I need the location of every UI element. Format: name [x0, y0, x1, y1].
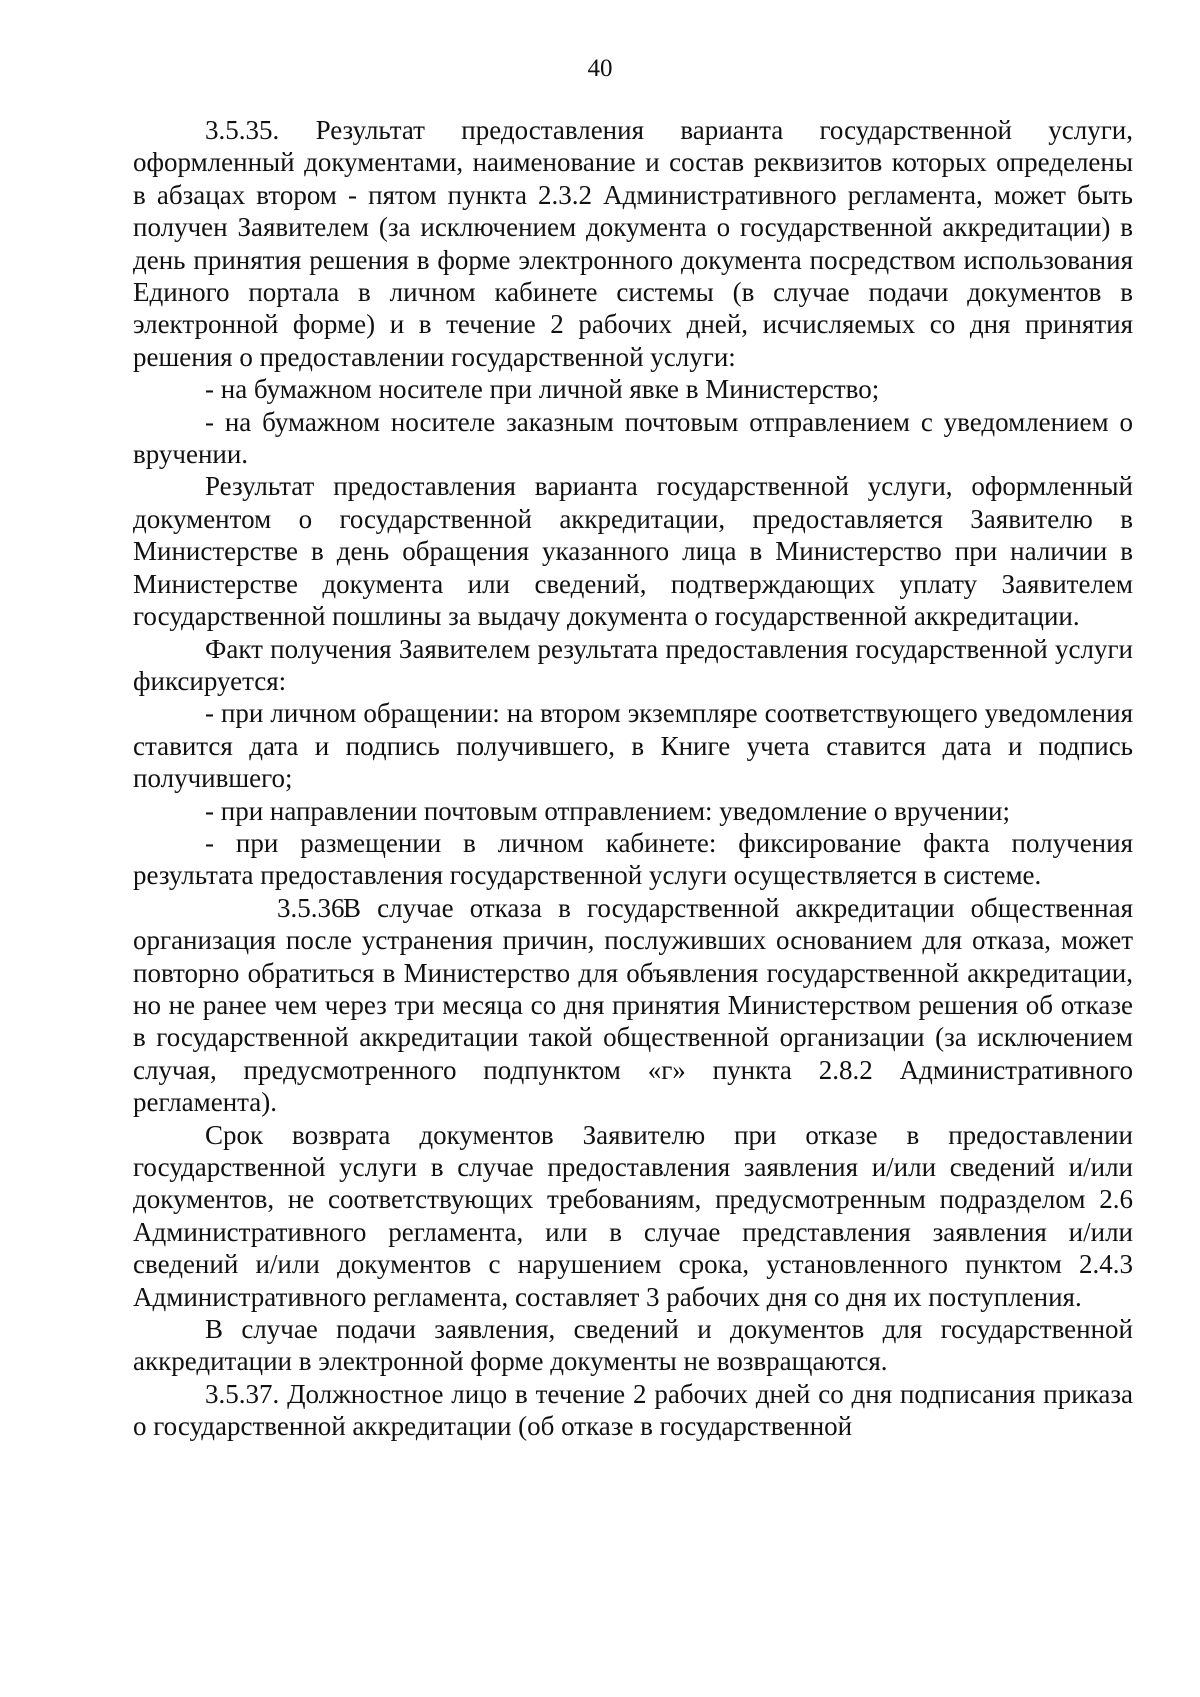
paragraph-3536: [133, 892, 1133, 1119]
paragraph-return-period: Срок возврата документов Заявителю при отказе в предоставлении государственной услуги в случае предоставления заявления и/или сведений и/или документов, не соответствующих требованиям, предусмотренным подразделом 2.6 Административного регламента, или в случае представления заявления и/или сведений и/или документов с нарушением срока, установленного пунктом 2.4.3 Административного регламента, составляет 3 рабочих дня со дня их поступления.: [133, 1119, 1133, 1312]
paragraph-3535: 3.5.35. Результат предоставления варианта государственной услуги, оформленный документами, наименование и состав реквизитов которых определены в абзацах втором - пятом пункта 2.3.2 Административного регламента, может быть получен Заявителем (за исключением документа о государственной аккредитации) в день принятия решения в форме электронного документа посредством использования Единого портала в личном кабинете системы (в случае подачи документов в электронной форме) и в течение 2 рабочих дней, исчисляемых со дня принятия решения о предоставлении государственной услуги:: [133, 115, 1133, 372]
list-item-personal-appeal: - при личном обращении: на втором экземпляре соответствующего уведомления ставится дата и подпись получившего, в Книге учета ставится дата и подпись получившего;: [133, 698, 1133, 794]
document-body: [133, 114, 1133, 1443]
paragraph-accreditation-document: Результат предоставления варианта государственной услуги, оформленный документом о государственной аккредитации, предоставляется Заявителю в Министерстве в день обращения указанного лица в Министерство при наличии в Министерстве документа или сведений, подтверждающих уплату Заявителем государственной пошлины за выдачу документа о государственной аккредитации.: [133, 471, 1133, 632]
paragraph-fact-of-receipt: Факт получения Заявителем результата предоставления государственной услуги фиксируется:: [133, 633, 1133, 696]
list-item-paper-mail: - на бумажном носителе заказным почтовым отправлением с уведомлением о вручении.: [133, 406, 1133, 470]
list-item-personal-cabinet: - при размещении в личном кабинете: фиксирование факта получения результата предоставления государственной услуги осуществляется в системе.: [133, 827, 1133, 891]
clause-number: 3.5.36.: [277, 892, 352, 923]
paragraph-3537: 3.5.37. Должностное лицо в течение 2 рабочих дней со дня подписания приказа о государственной аккредитации (об отказе в государственной: [133, 1378, 1133, 1442]
paragraph-electronic-form: В случае подачи заявления, сведений и документов для государственной аккредитации в электронной форме документы не возвращаются.: [133, 1314, 1133, 1377]
page-number: 40: [587, 55, 613, 82]
clause-text: В случае отказа в государственной аккредитации общественная организация после устранения причин, послуживших основанием для отказа, может повторно обратиться в Министерство для объявления государственной аккредитации, но не ранее чем через три месяца со дня принятия Министерством решения об отказе в государственной аккредитации такой общественной организации (за исключением случая, предусмотренного подпунктом «г» пункта 2.8.2 Административного регламента).: [133, 892, 1133, 1118]
list-item-paper-personal: - на бумажном носителе при личной явке в Министерство;: [205, 374, 880, 405]
list-item-postal: - при направлении почтовым отправлением: уведомление о вручении;: [205, 795, 1010, 826]
